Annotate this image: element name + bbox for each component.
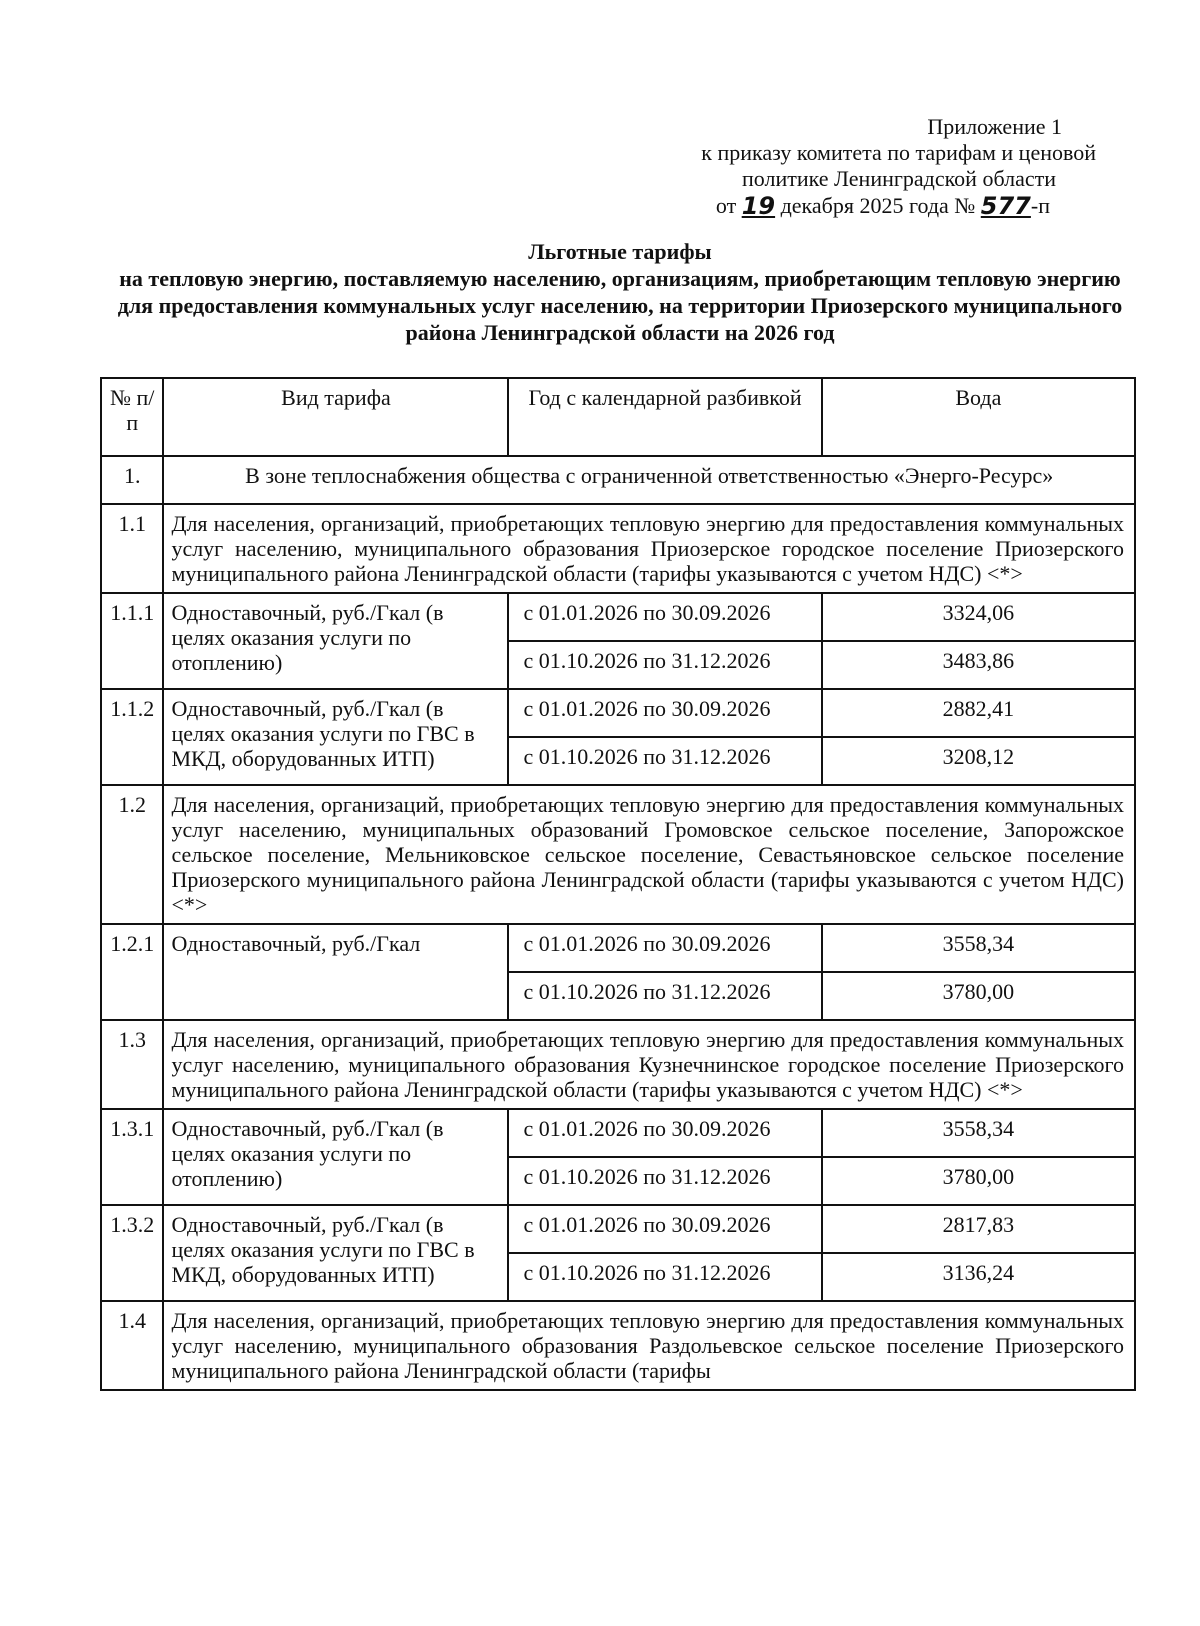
tariff-row — [101, 1205, 1135, 1253]
tariff-value: 2882,41 — [822, 689, 1135, 737]
tariff-kind: Одноставочный, руб./Гкал (в целях оказания услуги по отоплению) — [163, 1109, 508, 1205]
group-text: Для населения, организаций, приобретающих тепловую энергию для предоставления коммунальных услуг населению, муниципального образования Кузнечнинское городское поселение Приозерского муниципального района Ленинградской области (тарифы указываются с учетом НДС) <*> — [163, 1020, 1135, 1109]
item-num: 1.3.2 — [101, 1205, 163, 1301]
section-text: В зоне теплоснабжения общества с ограниченной ответственностью «Энерго-Ресурс» — [163, 456, 1135, 504]
tariff-period: с 01.01.2026 по 30.09.2026 — [508, 689, 821, 737]
tariff-table — [100, 377, 1136, 1391]
date-prefix: от — [715, 193, 742, 218]
tariff-value: 3780,00 — [822, 1157, 1135, 1205]
tariff-kind: Одноставочный, руб./Гкал — [163, 924, 508, 1020]
date-middle: декабря 2025 года № — [775, 193, 981, 218]
item-num: 1.1.1 — [101, 593, 163, 689]
item-num: 1.1.2 — [101, 689, 163, 785]
group-text: Для населения, организаций, приобретающих тепловую энергию для предоставления коммунальных услуг населению, муниципального образования Раздольевское сельское поселение Приозерского муниципального района Ленинградской области (тарифы — [163, 1301, 1135, 1390]
tariff-period: с 01.01.2026 по 30.09.2026 — [508, 1109, 821, 1157]
table-header-row — [101, 378, 1135, 456]
section-row — [101, 456, 1135, 504]
tariff-value: 3208,12 — [822, 737, 1135, 785]
tariff-row — [101, 924, 1135, 972]
group-num: 1.3 — [101, 1020, 163, 1109]
tariff-value: 3558,34 — [822, 1109, 1135, 1157]
document-title — [100, 238, 1140, 346]
group-row — [101, 785, 1135, 924]
title-line-2: на тепловую энергию, поставляемую населению, организациям, приобретающим тепловую энергию для предоставления коммунальных услуг населению, на территории Приозерского муниципального района Ленинградской области на 2026 год — [117, 266, 1123, 345]
appendix-line-3: политике Ленинградской области — [741, 166, 1056, 191]
group-row — [101, 504, 1135, 593]
item-num: 1.3.1 — [101, 1109, 163, 1205]
tariff-period: с 01.10.2026 по 31.12.2026 — [508, 972, 821, 1020]
title-line-1: Льготные тарифы — [528, 239, 712, 264]
tariff-kind: Одноставочный, руб./Гкал (в целях оказания услуги по ГВС в МКД, оборудованных ИТП) — [163, 1205, 508, 1301]
item-num: 1.2.1 — [101, 924, 163, 1020]
tariff-period: с 01.10.2026 по 31.12.2026 — [508, 737, 821, 785]
appendix-line-2: к приказу комитета по тарифам и ценовой — [701, 140, 1096, 165]
tariff-value: 3136,24 — [822, 1253, 1135, 1301]
header-water: Вода — [822, 378, 1135, 456]
group-row — [101, 1020, 1135, 1109]
group-num: 1.4 — [101, 1301, 163, 1390]
group-num: 1.1 — [101, 504, 163, 593]
tariff-row — [101, 689, 1135, 737]
section-num: 1. — [101, 456, 163, 504]
appendix-date-line — [701, 192, 1050, 219]
appendix-header — [701, 114, 1096, 219]
tariff-value: 3324,06 — [822, 593, 1135, 641]
tariff-period: с 01.01.2026 по 30.09.2026 — [508, 593, 821, 641]
tariff-value: 3483,86 — [822, 641, 1135, 689]
tariff-value: 3558,34 — [822, 924, 1135, 972]
header-num: № п/п — [101, 378, 163, 456]
number-suffix: -п — [1030, 193, 1050, 218]
tariff-kind: Одноставочный, руб./Гкал (в целях оказания услуги по ГВС в МКД, оборудованных ИТП) — [163, 689, 508, 785]
tariff-period: с 01.10.2026 по 31.12.2026 — [508, 1157, 821, 1205]
tariff-row — [101, 1109, 1135, 1157]
appendix-line-1: Приложение 1 — [927, 114, 1062, 139]
tariff-value: 2817,83 — [822, 1205, 1135, 1253]
header-period: Год с календарной разбивкой — [508, 378, 821, 456]
group-text: Для населения, организаций, приобретающих тепловую энергию для предоставления коммунальных услуг населению, муниципальных образований Громовское сельское поселение, Запорожское сельское поселение, Мельниковское сельское поселение, Севастьяновское сельское поселение Приозерского муниципального района Ленинградской области (тарифы указываются с учетом НДС) <*> — [163, 785, 1135, 924]
tariff-period: с 01.01.2026 по 30.09.2026 — [508, 1205, 821, 1253]
group-text: Для населения, организаций, приобретающих тепловую энергию для предоставления коммунальных услуг населению, муниципального образования Приозерское городское поселение Приозерского муниципального района Ленинградской области (тарифы указываются с учетом НДС) <*> — [163, 504, 1135, 593]
group-row — [101, 1301, 1135, 1390]
tariff-period: с 01.10.2026 по 31.12.2026 — [508, 641, 821, 689]
tariff-kind: Одноставочный, руб./Гкал (в целях оказания услуги по отоплению) — [163, 593, 508, 689]
tariff-period: с 01.10.2026 по 31.12.2026 — [508, 1253, 821, 1301]
header-kind: Вид тарифа — [163, 378, 508, 456]
order-number: 577 — [980, 192, 1031, 220]
tariff-period: с 01.01.2026 по 30.09.2026 — [508, 924, 821, 972]
group-num: 1.2 — [101, 785, 163, 924]
tariff-row — [101, 593, 1135, 641]
order-day: 19 — [741, 192, 776, 220]
tariff-value: 3780,00 — [822, 972, 1135, 1020]
